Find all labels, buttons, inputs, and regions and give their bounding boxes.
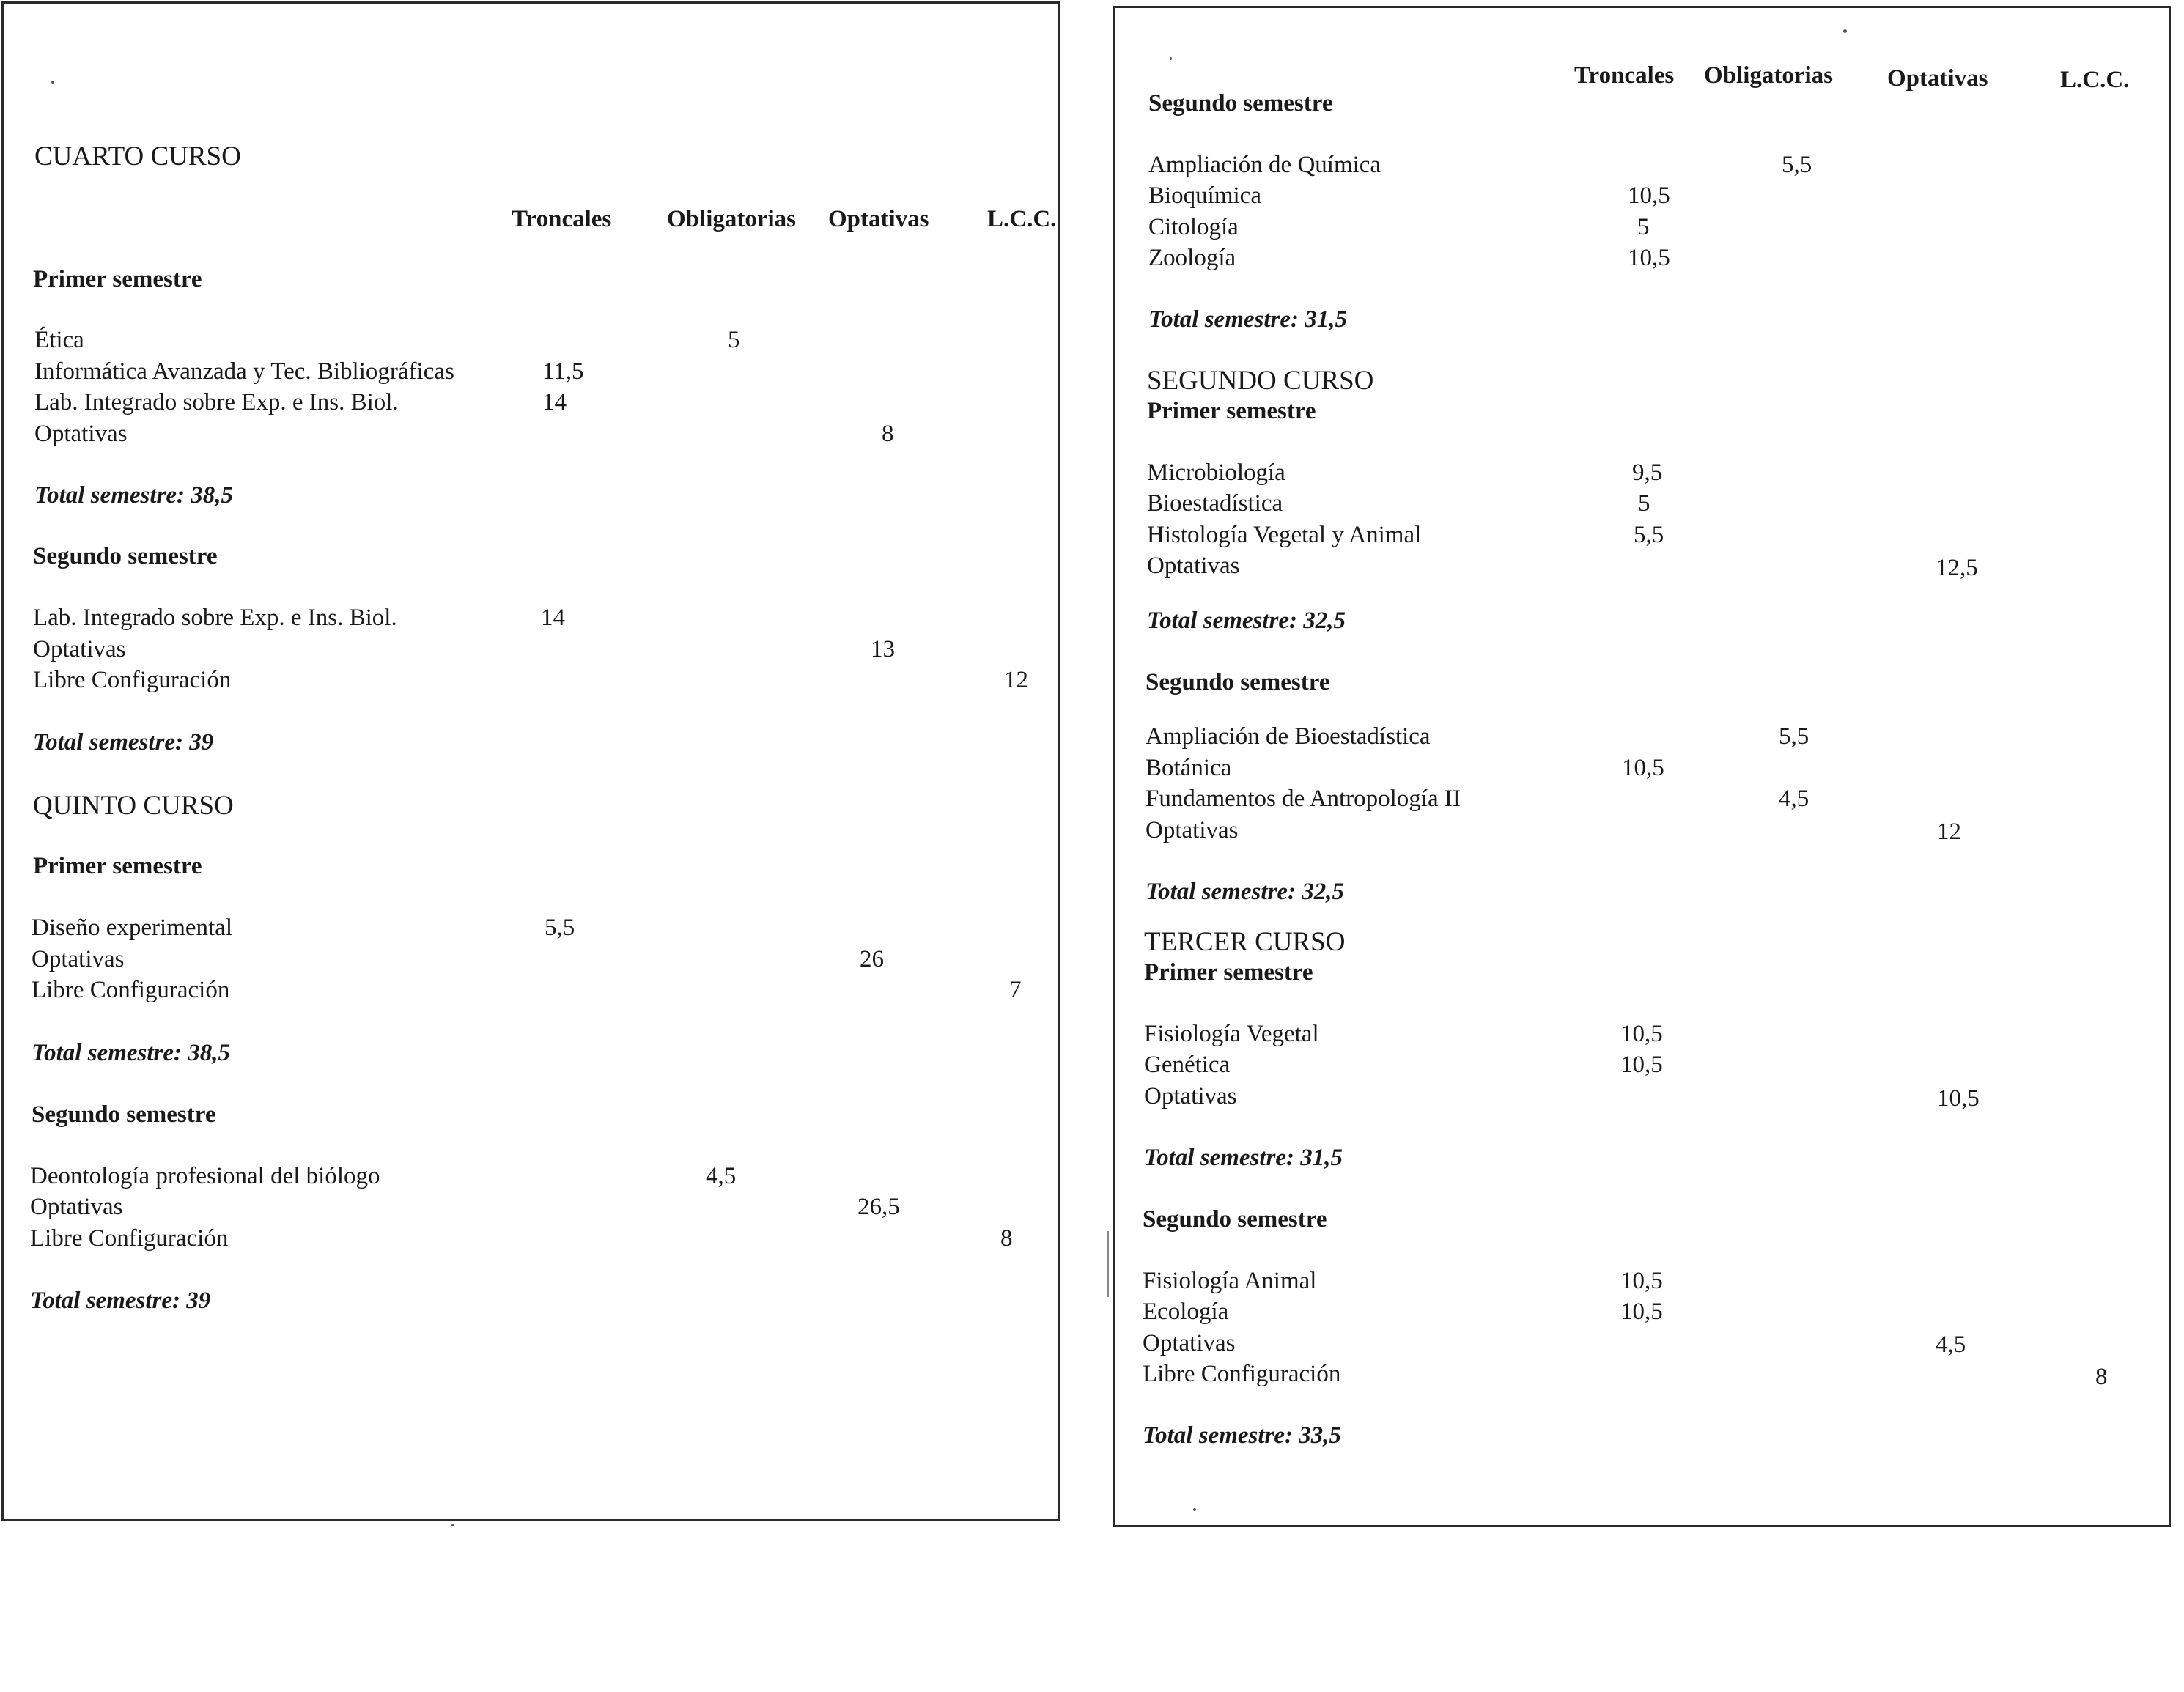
credit-troncales: 10,5: [1620, 1021, 1663, 1047]
subject-name: Optativas: [34, 421, 128, 447]
semester-heading: Segundo semestre: [32, 1101, 216, 1128]
column-header-obligatorias: Obligatorias: [667, 206, 797, 232]
subject-name: Optativas: [1146, 817, 1239, 843]
credit-obligatorias: 5,5: [1779, 723, 1809, 750]
subject-name: Optativas: [1143, 1330, 1236, 1356]
column-header-troncales: Troncales: [1574, 62, 1675, 89]
credit-troncales: 5: [1637, 214, 1650, 240]
subject-name: Histología Vegetal y Animal: [1147, 522, 1422, 548]
semester-heading: Primer semestre: [1147, 398, 1316, 424]
column-header-obligatorias: Obligatorias: [1704, 62, 1834, 89]
column-header-optativas: Optativas: [1887, 65, 1988, 92]
subject-name: Optativas: [1144, 1083, 1237, 1109]
subject-name: Genética: [1144, 1052, 1231, 1078]
subject-name: Microbiología: [1147, 459, 1285, 486]
subject-name: Fisiología Vegetal: [1144, 1021, 1319, 1047]
credit-lcc: 8: [2095, 1364, 2108, 1390]
semester-heading: Primer semestre: [33, 853, 202, 879]
semester-heading: Segundo semestre: [33, 543, 218, 569]
subject-name: Deontología profesional del biólogo: [30, 1163, 380, 1189]
semester-total: Total semestre: 38,5: [34, 482, 234, 509]
semester-heading: Segundo semestre: [1148, 90, 1333, 117]
credit-optativas: 12: [1937, 819, 1961, 845]
subject-name: Diseño experimental: [32, 915, 232, 941]
credit-troncales: 10,5: [1622, 755, 1664, 781]
subject-name: Libre Configuración: [1143, 1361, 1341, 1387]
scan-speck: [1193, 1508, 1196, 1511]
subject-name: Optativas: [32, 946, 125, 972]
subject-name: Fisiología Animal: [1143, 1268, 1317, 1294]
subject-name: Libre Configuración: [32, 977, 230, 1003]
credit-troncales: 5,5: [1634, 522, 1664, 548]
credit-troncales: 5,5: [545, 915, 575, 941]
column-header-lcc: L.C.C.: [2060, 67, 2130, 93]
credit-optativas: 12,5: [1936, 555, 1978, 581]
credit-obligatorias: 5,5: [1782, 152, 1812, 178]
right-page-panel: [1113, 6, 2171, 1527]
credit-troncales: 14: [542, 389, 567, 415]
credit-obligatorias: 5: [728, 327, 740, 353]
subject-name: Ampliación de Bioestadística: [1146, 723, 1431, 750]
semester-total: Total semestre: 32,5: [1146, 879, 1345, 905]
credit-troncales: 5: [1638, 490, 1650, 517]
credit-troncales: 10,5: [1620, 1052, 1663, 1078]
semester-total: Total semestre: 39: [33, 729, 214, 756]
left-page-panel: [1, 1, 1060, 1521]
scan-speck: [1843, 29, 1847, 33]
column-header-optativas: Optativas: [828, 206, 929, 232]
scan-speck: [1170, 57, 1172, 60]
semester-total: Total semestre: 39: [30, 1288, 211, 1314]
subject-name: Informática Avanzada y Tec. Bibliográficas: [34, 358, 454, 385]
subject-name: Optativas: [30, 1194, 123, 1220]
subject-name: Libre Configuración: [33, 667, 232, 693]
credit-troncales: 9,5: [1632, 459, 1663, 486]
subject-name: Optativas: [1147, 553, 1240, 579]
semester-total: Total semestre: 38,5: [32, 1040, 231, 1066]
column-header-lcc: L.C.C.: [987, 206, 1057, 232]
credit-lcc: 8: [1000, 1225, 1013, 1252]
semester-heading: Primer semestre: [1144, 959, 1313, 986]
subject-name: Fundamentos de Antropología II: [1146, 786, 1461, 812]
credit-troncales: 10,5: [1620, 1298, 1663, 1325]
course-heading-tercer: TERCER CURSO: [1144, 927, 1346, 957]
credit-optativas: 13: [871, 636, 895, 662]
scan-speck: [451, 1524, 454, 1526]
semester-heading: Primer semestre: [33, 266, 202, 292]
credit-troncales: 10,5: [1628, 245, 1670, 271]
course-heading-cuarto: CUARTO CURSO: [34, 141, 241, 171]
subject-name: Ecología: [1143, 1298, 1229, 1325]
subject-name: Zoología: [1148, 245, 1236, 271]
semester-total: Total semestre: 31,5: [1148, 306, 1348, 333]
credit-obligatorias: 4,5: [1779, 786, 1809, 812]
credit-troncales: 14: [541, 605, 565, 631]
subject-name: Botánica: [1146, 755, 1232, 781]
semester-total: Total semestre: 32,5: [1147, 607, 1346, 634]
column-header-troncales: Troncales: [512, 206, 612, 232]
course-heading-segundo: SEGUNDO CURSO: [1147, 366, 1374, 396]
scan-speck: [51, 81, 54, 84]
credit-lcc: 7: [1009, 977, 1022, 1003]
credit-lcc: 12: [1004, 667, 1028, 693]
subject-name: Bioquímica: [1148, 182, 1261, 209]
subject-name: Lab. Integrado sobre Exp. e Ins. Biol.: [33, 605, 397, 631]
subject-name: Optativas: [33, 636, 126, 662]
scan-speck: [1107, 1231, 1109, 1297]
subject-name: Citología: [1148, 214, 1239, 240]
subject-name: Ética: [34, 327, 84, 353]
credit-optativas: 10,5: [1937, 1085, 1980, 1112]
credit-optativas: 8: [882, 421, 894, 447]
credit-optativas: 26: [860, 946, 884, 972]
credit-obligatorias: 4,5: [706, 1163, 737, 1189]
credit-troncales: 10,5: [1628, 182, 1670, 209]
credit-optativas: 4,5: [1936, 1331, 1966, 1358]
semester-total: Total semestre: 31,5: [1144, 1145, 1343, 1171]
course-heading-quinto: QUINTO CURSO: [33, 791, 234, 821]
semester-heading: Segundo semestre: [1146, 669, 1330, 695]
subject-name: Ampliación de Química: [1148, 152, 1381, 178]
subject-name: Bioestadística: [1147, 490, 1283, 517]
subject-name: Libre Configuración: [30, 1225, 229, 1252]
subject-name: Lab. Integrado sobre Exp. e Ins. Biol.: [34, 389, 399, 415]
credit-troncales: 11,5: [542, 358, 584, 385]
credit-optativas: 26,5: [857, 1194, 900, 1220]
credit-troncales: 10,5: [1620, 1268, 1663, 1294]
semester-heading: Segundo semestre: [1143, 1206, 1327, 1233]
semester-total: Total semestre: 33,5: [1143, 1422, 1342, 1449]
